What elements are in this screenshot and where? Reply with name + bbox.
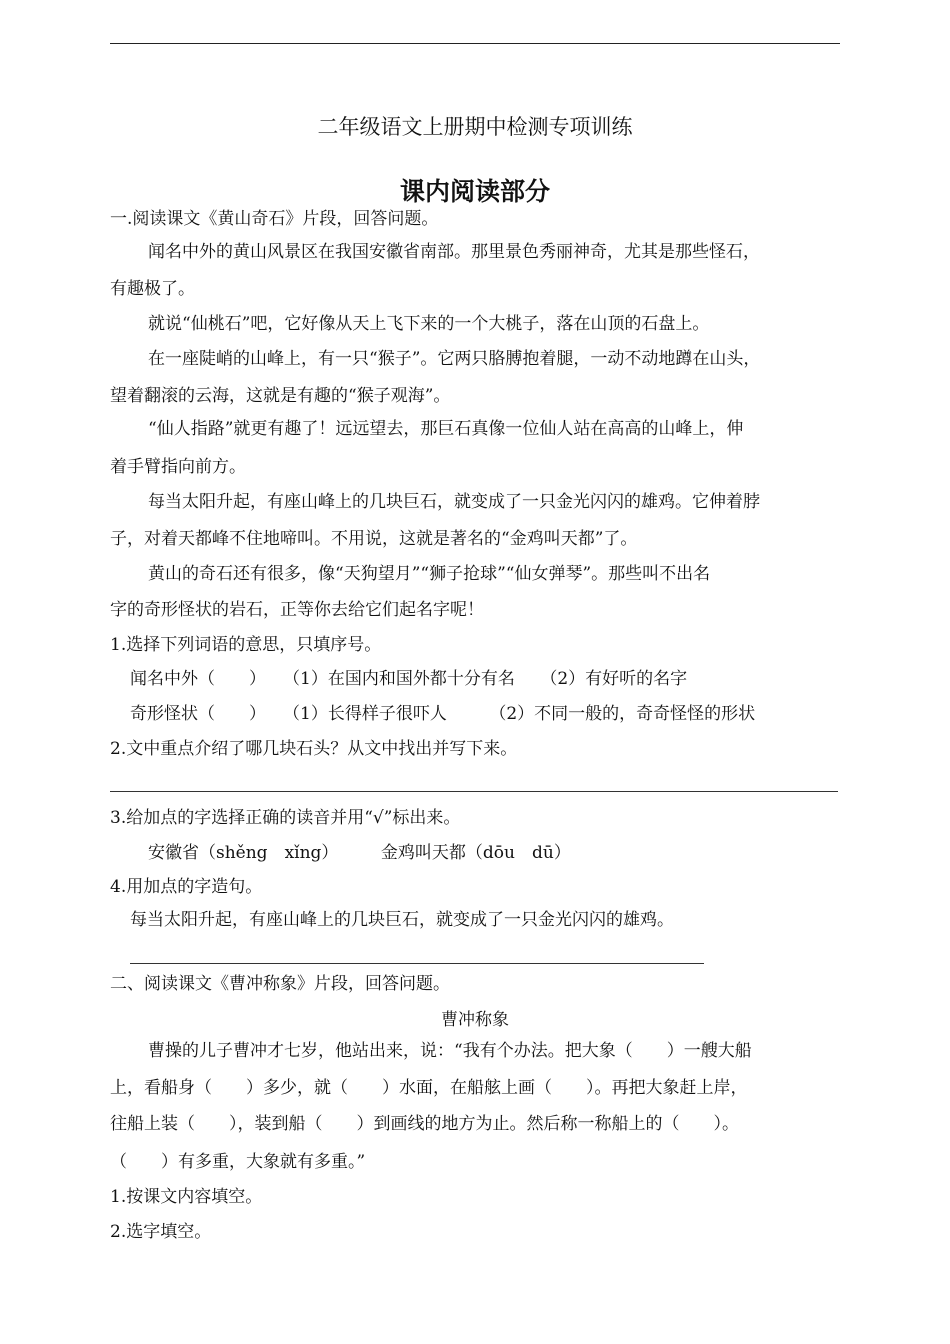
passage-line: 就说“仙桃石”吧，它好像从天上飞下来的一个大桃子，落在山顶的石盘上。 bbox=[148, 314, 710, 334]
answer-line[interactable] bbox=[110, 791, 838, 792]
passage-line: 上，看船身（ ）多少，就（ ）水面，在船舷上画（ ）。再把大象赶上岸， bbox=[110, 1078, 748, 1098]
passage-title: 曹冲称象 bbox=[441, 1010, 509, 1030]
passage-line: 黄山的奇石还有很多，像“天狗望月”“狮子抢球”“仙女弹琴”。那些叫不出名 bbox=[148, 564, 711, 584]
passage-line: 字的奇形怪状的岩石，正等你去给它们起名字呢！ bbox=[110, 600, 484, 620]
question-4-sentence: 每当太阳升起，有座山峰上的几块巨石，就变成了一只金光闪闪的雄鸡。 bbox=[130, 910, 674, 930]
answer-line[interactable] bbox=[130, 963, 704, 964]
question-2: 2.文中重点介绍了哪几块石头？从文中找出并写下来。 bbox=[110, 739, 518, 759]
header-rule bbox=[110, 43, 840, 44]
passage-line: 着手臂指向前方。 bbox=[110, 457, 246, 477]
question-1-row-2: 奇形怪状（ ） （1）长得样子很吓人 （2）不同一般的，奇奇怪怪的形状 bbox=[130, 704, 756, 724]
question-3: 3.给加点的字选择正确的读音并用“√”标出来。 bbox=[110, 808, 461, 828]
question-1-row-1: 闻名中外（ ） （1）在国内和国外都十分有名 （2）有好听的名字 bbox=[130, 669, 688, 689]
section1-heading: 一.阅读课文《黄山奇石》片段，回答问题。 bbox=[110, 209, 439, 229]
question-1: 1.按课文内容填空。 bbox=[110, 1187, 263, 1207]
passage-line: “仙人指路”就更有趣了！远远望去，那巨石真像一位仙人站在高高的山峰上，伸 bbox=[148, 419, 744, 439]
page-subtitle: 课内阅读部分 bbox=[399, 177, 550, 206]
passage-line: 闻名中外的黄山风景区在我国安徽省南部。那里景色秀丽神奇，尤其是那些怪石， bbox=[148, 242, 760, 262]
question-4: 4.用加点的字造句。 bbox=[110, 877, 263, 897]
passage-line: 每当太阳升起，有座山峰上的几块巨石，就变成了一只金光闪闪的雄鸡。它伸着脖 bbox=[148, 492, 760, 512]
question-3-row: 安徽省（shěng xǐng） 金鸡叫天都（dōu dū） bbox=[148, 843, 571, 863]
section2-heading: 二、阅读课文《曹冲称象》片段，回答问题。 bbox=[110, 974, 450, 994]
passage-line: （ ）有多重，大象就有多重。” bbox=[110, 1152, 366, 1172]
page-title: 二年级语文上册期中检测专项训练 bbox=[317, 115, 633, 139]
question-1: 1.选择下列词语的意思，只填序号。 bbox=[110, 635, 382, 655]
passage-line: 在一座陡峭的山峰上，有一只“猴子”。它两只胳膊抱着腿，一动不动地蹲在山头， bbox=[148, 349, 761, 369]
passage-line: 子，对着天都峰不住地啼叫。不用说，这就是著名的“金鸡叫天都”了。 bbox=[110, 529, 638, 549]
passage-line: 往船上装（ ），装到船（ ）到画线的地方为止。然后称一称船上的（ ）。 bbox=[110, 1114, 739, 1134]
passage-line: 望着翻滚的云海，这就是有趣的“猴子观海”。 bbox=[110, 386, 451, 406]
passage-line: 有趣极了。 bbox=[110, 279, 195, 299]
question-2: 2.选字填空。 bbox=[110, 1222, 212, 1242]
passage-line: 曹操的儿子曹冲才七岁，他站出来，说：“我有个办法。把大象（ ）一艘大船 bbox=[148, 1041, 752, 1061]
